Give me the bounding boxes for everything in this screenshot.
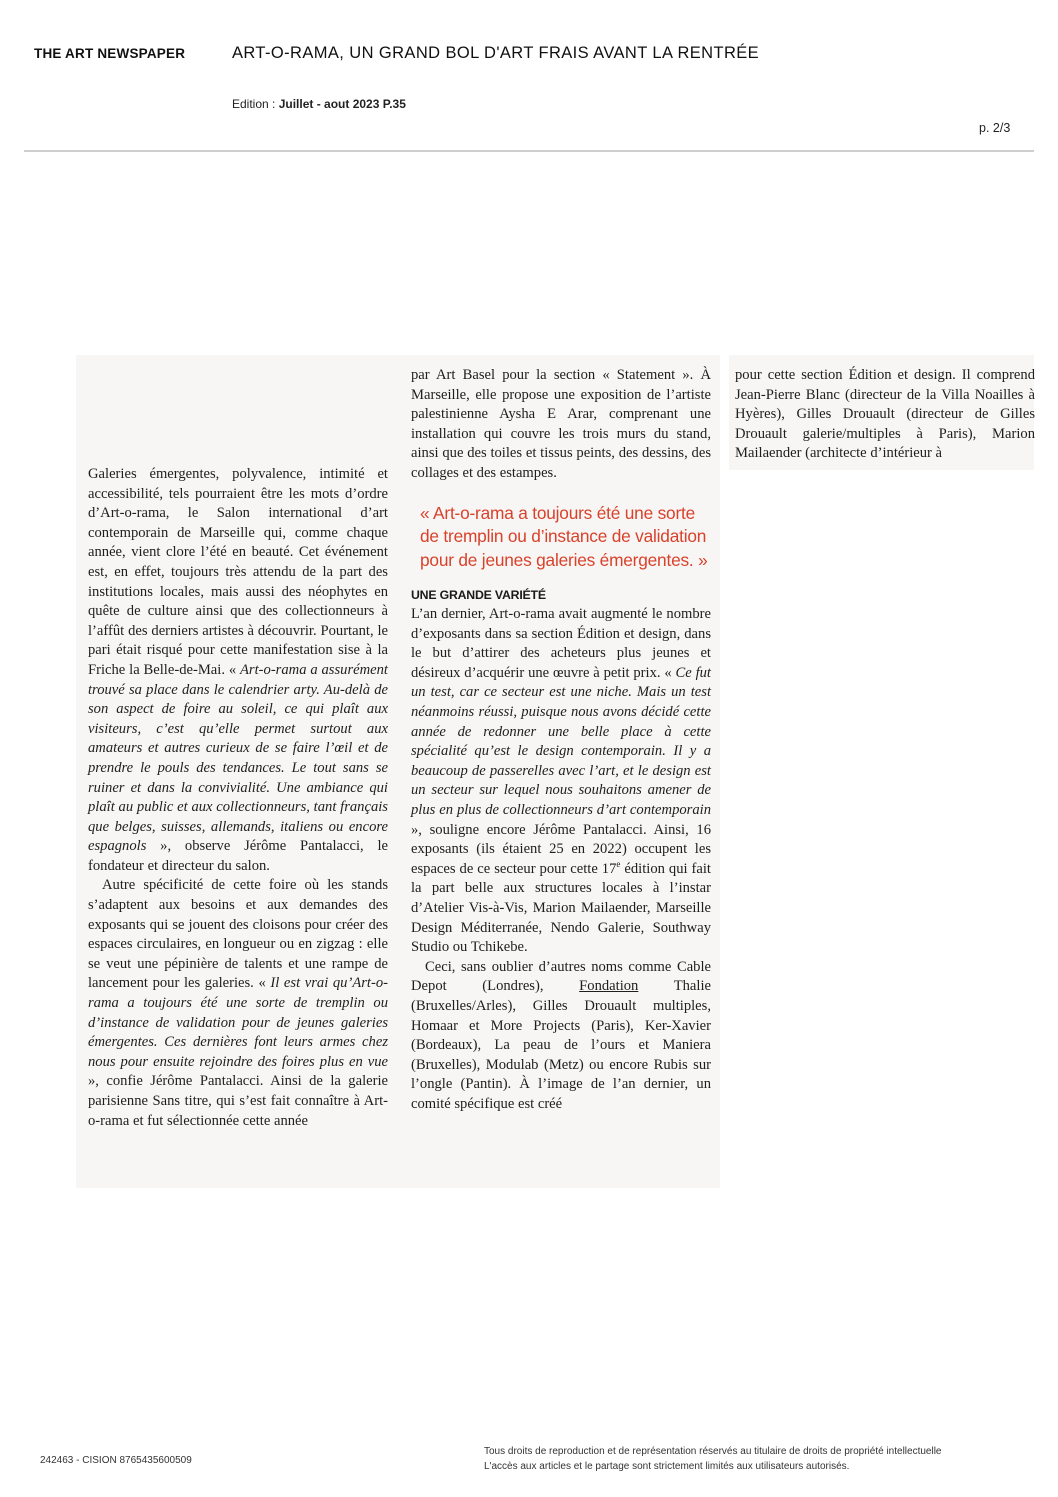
paragraph <box>88 876 388 1131</box>
edition-label: Edition : <box>232 97 279 111</box>
header-divider <box>24 150 1034 152</box>
article-column-2 <box>411 366 711 1115</box>
rights-line: L'accès aux articles et le partage sont strictement limités aux utilisateurs autorisés. <box>484 1461 850 1472</box>
footer-rights <box>484 1444 942 1474</box>
text-run: édition qui fait la part belle aux structures locales à l’instar d’Atelier Vis-à-Vis, Marion Mailaender, Marseille Design Méditerranée, Nendo Galerie, Southway Studio ou Tchikebe. <box>411 860 711 956</box>
text-run: Autre spécificité de cette foire où les stands s’adaptent aux besoins et aux demandes des exposants qui se jouent des cloisons pour créer des espaces circulaires, en longueur ou en zigzag : elle se veut une pépinière de talents et une rampe de lancement pour les galeries. « <box>88 877 388 992</box>
paragraph: par Art Basel pour la section « Statement ». À Marseille, elle propose une exposition de l’artiste palestinienne Aysha E Arar, comprenant une installation qui couvre les trois murs du stand, ainsi que des toiles et tissus peints, des dessins, des collages et des estampes. <box>411 367 711 481</box>
section-subhead: UNE GRANDE VARIÉTÉ <box>411 588 546 603</box>
quote-run: Art-o-rama a assurément trouvé sa place dans le calendrier arty. Au-delà de son aspect de foire au soleil, ce qui plaît aux visiteurs, c’est qu’elle permet surtout aux amateurs et autres curieux de se faire l’œil et de prendre le pouls des tendances. Le tout sans se ruiner et dans la convivialité. Une ambiance qui plaît au public et aux collectionneurs, tant français que belges, suisses, allemands, italiens ou encore espagnols <box>88 661 388 855</box>
page-number: p. 2/3 <box>979 121 1011 135</box>
quote-run: Il est vrai qu’Art-o-rama a toujours été une sorte de tremplin ou d’instance de validation pour de jeunes galeries émergentes. Ces dernières font leurs armes chez nous pour ensuite rejoindre des foires plus en vue <box>88 975 388 1070</box>
pull-quote: « Art-o-rama a toujours été une sorte de tremplin ou d’instance de validation pour de jeunes galeries émergentes. » <box>420 502 708 570</box>
paragraph <box>411 958 711 1115</box>
text-run: Galeries émergentes, polyvalence, intimité et accessibilité, tels pourraient être les mots d’ordre d’Art-o-rama, le Salon international d’art contemporain de Marseille qui, comme chaque année, vient clore l’été en beauté. Cet événement est, en effet, toujours très attendu de la part des institutions locales, mais aussi des néophytes en quête de culture ainsi que des collectionneurs à l’affût des derniers artistes à découvrir. Pourtant, le pari était risqué pour cette manifestation sise à la Friche la Belle-de-Mai. « <box>88 466 388 678</box>
quote-run: Ce fut un test, car ce secteur est une niche. Mais un test néanmoins réussi, puisque nous avons décidé cette année de redonner une belle place à cette spécialité qu’est le design contemporain. Il y a beaucoup de passerelles avec l’art, et le design est un secteur sur lequel nous souhaitons amener de plus en plus de collectionneurs d’art contemporain <box>411 664 711 818</box>
article-headline: ART-O-RAMA, UN GRAND BOL D'ART FRAIS AVANT LA RENTRÉE <box>232 44 760 62</box>
text-run: », confie Jérôme Pantalacci. Ainsi de la galerie parisienne Sans titre, qui s’est fait connaître à Art-o-rama et fut sélectionnée cette année <box>88 1073 388 1129</box>
text-run: L’an dernier, Art-o-rama avait augmenté le nombre d’exposants dans sa section Édition et design, dans le but d’attirer des acheteurs plus jeunes et désireux d’acquérir une œuvre à petit prix. « <box>411 606 711 681</box>
text-run: Thalie (Bruxelles/Arles), Gilles Drouault multiples, Homaar et More Projects (Paris), Ker-Xavier (Bordeaux), La peau de l’ours et Maniera (Bruxelles), Modulab (Metz) ou encore Rubis sur l’ongle (Pantin). À l’image de l’an dernier, un comité spécifique est créé <box>411 978 711 1112</box>
footer-id: 242463 - CISION 8765435600509 <box>40 1455 192 1466</box>
publication-name: THE ART NEWSPAPER <box>34 46 186 61</box>
text-run: », observe Jérôme Pantalacci, le fondateur et directeur du salon. <box>88 838 388 874</box>
article-column-3 <box>735 366 1035 464</box>
paragraph: pour cette section Édition et design. Il comprend Jean-Pierre Blanc (directeur de la Villa Noailles à Hyères), Gilles Drouault (directeur de Gilles Drouault galerie/multiples à Paris), Marion Mailaender (architecte d’intérieur à <box>735 367 1035 462</box>
paragraph <box>411 605 711 958</box>
edition-value: Juillet - aout 2023 P.35 <box>278 97 406 111</box>
text-run: Ceci, sans oublier d’autres noms comme Cable Depot (Londres), <box>411 958 711 995</box>
text-run: », souligne encore Jérôme Pantalacci. Ainsi, 16 exposants (ils étaient 25 en 2022) occupent les espaces de ce secteur pour cette 17 <box>411 821 711 877</box>
text-run: Fondation <box>579 978 639 995</box>
paragraph <box>88 465 388 876</box>
superscript: e <box>616 858 621 869</box>
rights-line: Tous droits de reproduction et de représentation réservés au titulaire de droits de propriété intellectuelle <box>484 1446 942 1457</box>
article-column-1 <box>88 465 388 1131</box>
edition-line <box>232 97 406 111</box>
